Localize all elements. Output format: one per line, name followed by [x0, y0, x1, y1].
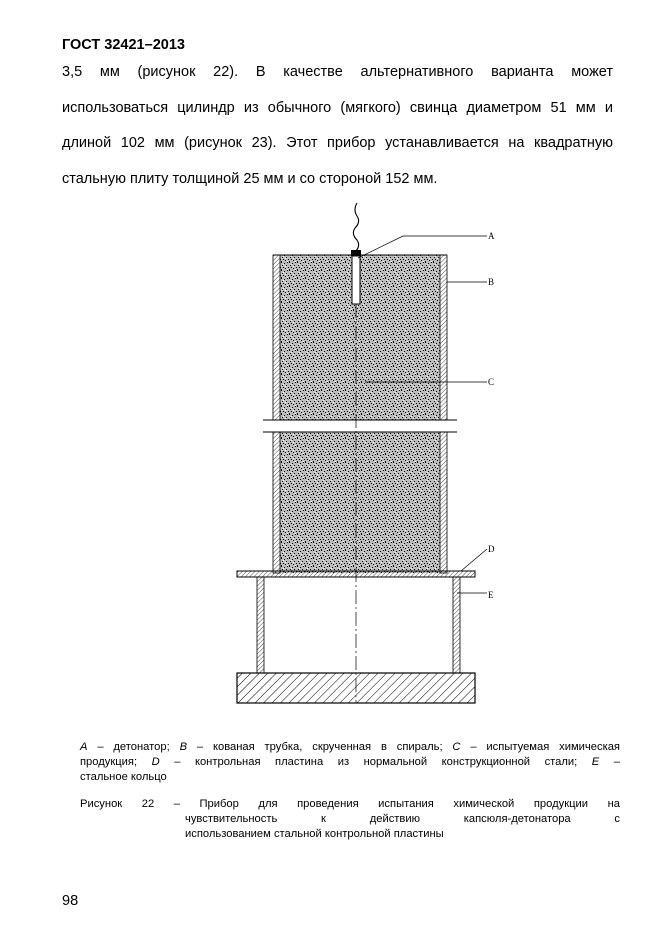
detonator-wire — [353, 203, 358, 252]
legend-line2-start: продукция; — [80, 756, 152, 768]
figure-legend-line-3: стальное кольцо — [80, 771, 167, 783]
legend-key-a: A — [80, 741, 88, 753]
figure-caption-line-2: чувствительность к действию капсюля-детонатора с — [185, 813, 620, 825]
label-e: E — [488, 590, 494, 600]
document-header: ГОСТ 32421–2013 — [62, 37, 185, 53]
figure-caption-line-3: использованием стальной контрольной пластины — [185, 828, 444, 840]
detonator — [351, 250, 361, 304]
label-a: A — [488, 231, 495, 241]
body-text-line-4: стальную плиту толщиной 25 мм и со стороной 152 мм. — [62, 171, 438, 187]
body-text-line-1: 3,5 мм (рисунок 22). В качестве альтернативного варианта может — [62, 64, 613, 80]
legend-text-c: – испытуемая химическая — [460, 741, 620, 753]
legend-key-d: D — [151, 756, 160, 768]
legend-key-b: B — [179, 741, 188, 753]
base-plate — [237, 673, 475, 703]
figure-legend-line-2 — [80, 755, 620, 769]
label-c: C — [488, 377, 495, 387]
legend-text-e: – — [599, 756, 620, 768]
witness-plate — [237, 571, 475, 577]
steel-ring — [257, 577, 460, 673]
break-line — [263, 420, 457, 432]
legend-text-d: – контрольная пластина из нормальной конструкционной стали; — [159, 756, 592, 768]
label-d: D — [488, 544, 495, 554]
legend-key-c: C — [452, 741, 461, 753]
legend-text-a: – детонатор; — [87, 741, 180, 753]
page-number: 98 — [62, 893, 79, 909]
figure-22-apparatus — [225, 198, 515, 713]
label-b: B — [488, 277, 495, 287]
figure-legend-line-1 — [80, 740, 620, 754]
body-text-line-3: длиной 102 мм (рисунок 23). Этот прибор устанавливается на квадратную — [62, 135, 613, 151]
legend-text-b: – кованая трубка, скрученная в спираль; — [187, 741, 453, 753]
figure-caption-line-1: Рисунок 22 – Прибор для проведения испытания химической продукции на — [80, 798, 620, 810]
legend-key-e: E — [591, 756, 600, 768]
body-text-line-2: использоваться цилиндр из обычного (мягкого) свинца диаметром 51 мм и — [62, 100, 613, 116]
